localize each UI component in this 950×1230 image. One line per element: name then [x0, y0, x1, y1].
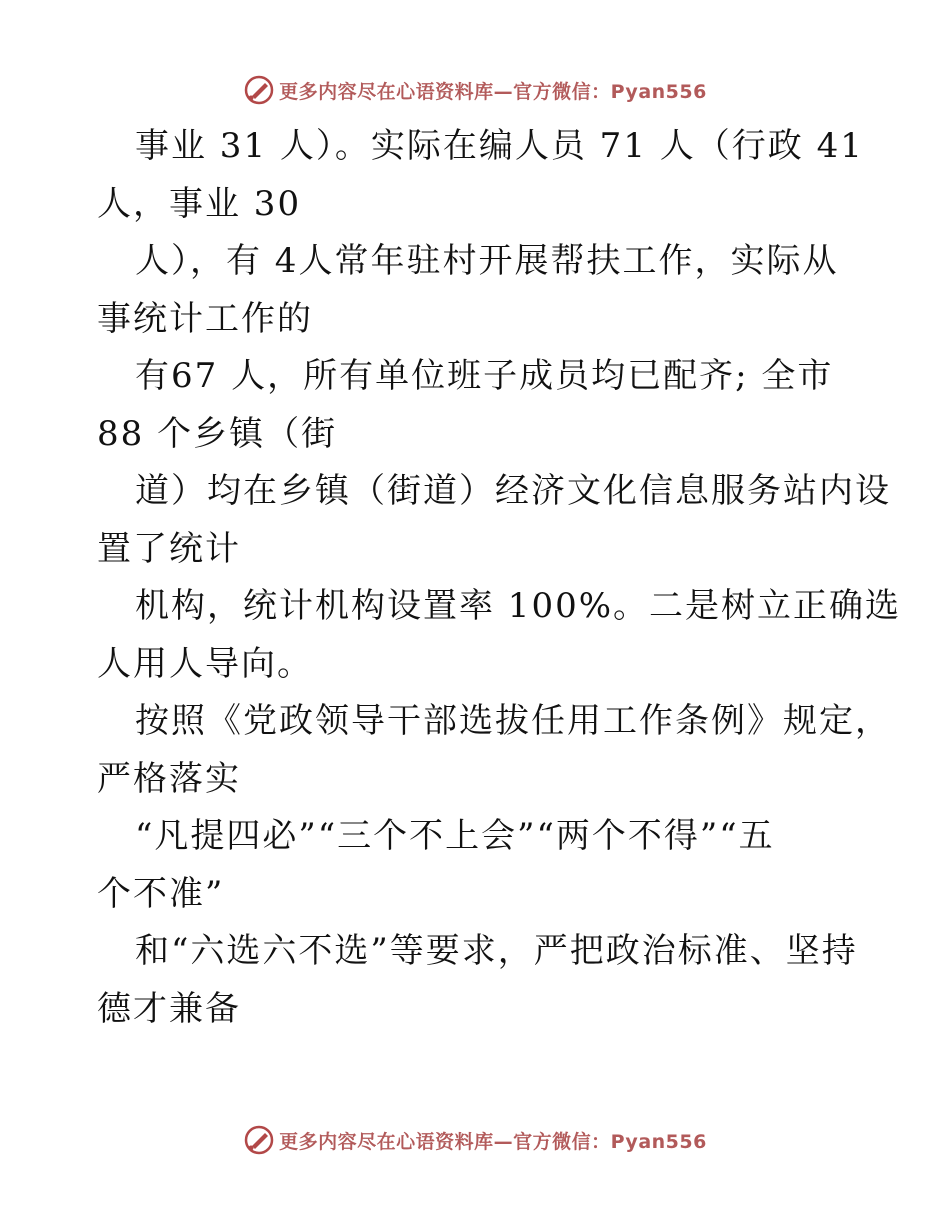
text-line: 有67 人，所有单位班子成员均已配齐; 全市 — [135, 356, 834, 396]
text-line: 和“六选六不选”等要求，严把政治标准、坚持 — [135, 931, 858, 971]
text-line: 个不准” — [97, 873, 225, 914]
text-line: 人，事业 30 — [97, 183, 302, 224]
watermark-footer — [0, 1120, 950, 1160]
pen-logo-icon — [243, 74, 275, 106]
document-body — [97, 118, 902, 1038]
text-line: 置了统计 — [97, 528, 241, 569]
watermark-text: 更多内容尽在心语资料库—官方微信：Pyan556 — [279, 80, 707, 103]
text-line: 事统计工作的 — [97, 298, 313, 339]
text-line: 道）均在乡镇（街道）经济文化信息服务站内设 — [135, 471, 891, 511]
watermark-text: 更多内容尽在心语资料库—官方微信：Pyan556 — [279, 1130, 707, 1153]
text-line: 按照《党政领导干部选拔任用工作条例》规定， — [135, 701, 891, 741]
text-line: 严格落实 — [97, 758, 241, 799]
text-line: 机构，统计机构设置率 100%。二是树立正确选 — [135, 586, 902, 626]
text-line: 德才兼备 — [97, 988, 241, 1029]
text-line: 人用人导向。 — [97, 643, 313, 684]
text-line: 88 个乡镇（街 — [97, 413, 338, 454]
text-line: 人），有 4人常年驻村开展帮扶工作，实际从 — [135, 241, 839, 281]
text-line: 事业 31 人）。实际在编人员 71 人（行政 41 — [135, 126, 864, 166]
pen-logo-icon — [243, 1124, 275, 1156]
text-line: “凡提四必”“三个不上会”“两个不得”“五 — [135, 816, 775, 856]
watermark-header — [0, 70, 950, 110]
